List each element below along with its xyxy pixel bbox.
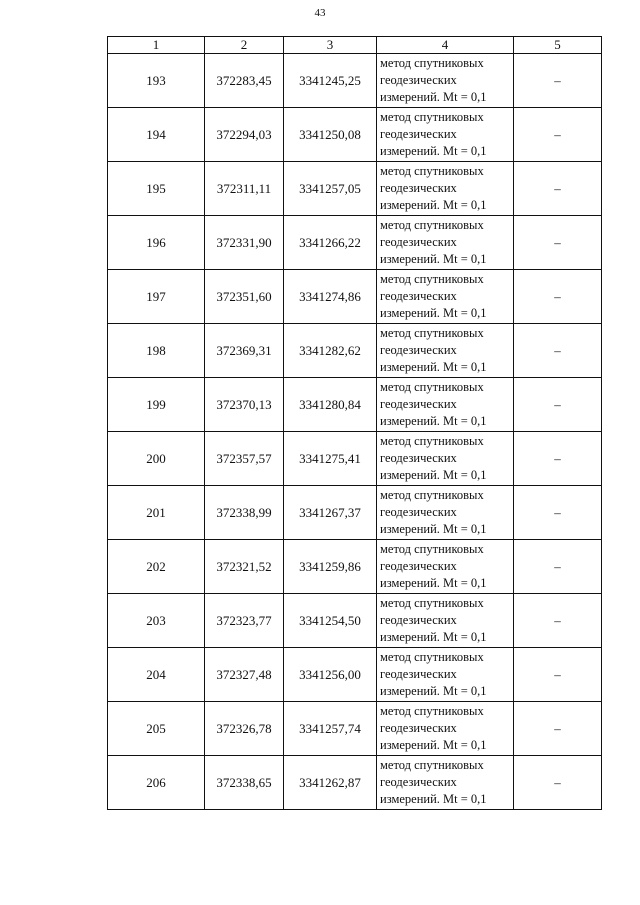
table-row: [108, 324, 602, 378]
method-line: измерений. Mt = 0,1: [380, 90, 487, 104]
method-line: геодезических: [380, 235, 457, 249]
y-coordinate-cell: 3341257,05: [284, 162, 377, 216]
point-number-cell: 201: [108, 486, 205, 540]
x-coordinate-cell: 372331,90: [205, 216, 284, 270]
method-line: измерений. Mt = 0,1: [380, 684, 487, 698]
y-coordinate-cell: 3341266,22: [284, 216, 377, 270]
method-line: измерений. Mt = 0,1: [380, 360, 487, 374]
coordinates-table: [107, 36, 602, 810]
x-coordinate-cell: 372321,52: [205, 540, 284, 594]
col-header-3: 3: [284, 37, 377, 54]
x-coordinate-cell: 372338,65: [205, 756, 284, 810]
y-coordinate-cell: 3341274,86: [284, 270, 377, 324]
point-number-cell: 198: [108, 324, 205, 378]
method-cell: [377, 324, 514, 378]
point-number-cell: 204: [108, 648, 205, 702]
note-cell: –: [514, 54, 602, 108]
method-cell: [377, 216, 514, 270]
method-line: метод спутниковых: [380, 704, 484, 718]
method-line: метод спутниковых: [380, 164, 484, 178]
method-line: измерений. Mt = 0,1: [380, 198, 487, 212]
col-header-4: 4: [377, 37, 514, 54]
method-cell: [377, 162, 514, 216]
method-cell: [377, 648, 514, 702]
table-row: [108, 108, 602, 162]
method-cell: [377, 108, 514, 162]
table-row: [108, 702, 602, 756]
x-coordinate-cell: 372357,57: [205, 432, 284, 486]
x-coordinate-cell: 372294,03: [205, 108, 284, 162]
method-line: метод спутниковых: [380, 218, 484, 232]
method-cell: [377, 378, 514, 432]
method-line: измерений. Mt = 0,1: [380, 306, 487, 320]
method-line: измерений. Mt = 0,1: [380, 576, 487, 590]
method-line: геодезических: [380, 127, 457, 141]
point-number-cell: 197: [108, 270, 205, 324]
method-line: измерений. Mt = 0,1: [380, 792, 487, 806]
note-cell: –: [514, 648, 602, 702]
point-number-cell: 196: [108, 216, 205, 270]
note-cell: –: [514, 270, 602, 324]
x-coordinate-cell: 372326,78: [205, 702, 284, 756]
y-coordinate-cell: 3341254,50: [284, 594, 377, 648]
method-cell: [377, 540, 514, 594]
method-line: геодезических: [380, 73, 457, 87]
method-line: геодезических: [380, 451, 457, 465]
table-row: [108, 648, 602, 702]
table-row: [108, 54, 602, 108]
table-row: [108, 378, 602, 432]
method-line: геодезических: [380, 559, 457, 573]
table-row: [108, 756, 602, 810]
method-line: геодезических: [380, 775, 457, 789]
method-line: геодезических: [380, 505, 457, 519]
method-line: метод спутниковых: [380, 596, 484, 610]
y-coordinate-cell: 3341250,08: [284, 108, 377, 162]
x-coordinate-cell: 372311,11: [205, 162, 284, 216]
y-coordinate-cell: 3341259,86: [284, 540, 377, 594]
note-cell: –: [514, 432, 602, 486]
method-cell: [377, 594, 514, 648]
point-number-cell: 202: [108, 540, 205, 594]
note-cell: –: [514, 702, 602, 756]
method-line: геодезических: [380, 343, 457, 357]
method-line: метод спутниковых: [380, 758, 484, 772]
method-line: измерений. Mt = 0,1: [380, 738, 487, 752]
method-line: геодезических: [380, 289, 457, 303]
method-cell: [377, 54, 514, 108]
table-header-row: [108, 37, 602, 54]
point-number-cell: 195: [108, 162, 205, 216]
method-line: метод спутниковых: [380, 650, 484, 664]
note-cell: –: [514, 216, 602, 270]
method-line: измерений. Mt = 0,1: [380, 252, 487, 266]
method-line: геодезических: [380, 397, 457, 411]
method-line: измерений. Mt = 0,1: [380, 468, 487, 482]
table-row: [108, 540, 602, 594]
table-row: [108, 432, 602, 486]
point-number-cell: 206: [108, 756, 205, 810]
table-row: [108, 486, 602, 540]
y-coordinate-cell: 3341282,62: [284, 324, 377, 378]
method-line: метод спутниковых: [380, 56, 484, 70]
method-cell: [377, 756, 514, 810]
method-line: метод спутниковых: [380, 488, 484, 502]
method-cell: [377, 486, 514, 540]
method-line: метод спутниковых: [380, 326, 484, 340]
method-line: измерений. Mt = 0,1: [380, 144, 487, 158]
point-number-cell: 205: [108, 702, 205, 756]
point-number-cell: 193: [108, 54, 205, 108]
x-coordinate-cell: 372351,60: [205, 270, 284, 324]
table-row: [108, 594, 602, 648]
x-coordinate-cell: 372283,45: [205, 54, 284, 108]
note-cell: –: [514, 324, 602, 378]
table-body: [108, 54, 602, 810]
x-coordinate-cell: 372338,99: [205, 486, 284, 540]
method-line: геодезических: [380, 667, 457, 681]
method-cell: [377, 270, 514, 324]
method-line: измерений. Mt = 0,1: [380, 414, 487, 428]
y-coordinate-cell: 3341280,84: [284, 378, 377, 432]
y-coordinate-cell: 3341275,41: [284, 432, 377, 486]
point-number-cell: 194: [108, 108, 205, 162]
table-row: [108, 270, 602, 324]
x-coordinate-cell: 372370,13: [205, 378, 284, 432]
method-line: геодезических: [380, 721, 457, 735]
col-header-5: 5: [514, 37, 602, 54]
method-line: метод спутниковых: [380, 542, 484, 556]
method-line: метод спутниковых: [380, 110, 484, 124]
method-line: геодезических: [380, 181, 457, 195]
point-number-cell: 200: [108, 432, 205, 486]
y-coordinate-cell: 3341262,87: [284, 756, 377, 810]
col-header-2: 2: [205, 37, 284, 54]
note-cell: –: [514, 756, 602, 810]
method-line: метод спутниковых: [380, 434, 484, 448]
method-cell: [377, 432, 514, 486]
note-cell: –: [514, 108, 602, 162]
method-line: метод спутниковых: [380, 272, 484, 286]
point-number-cell: 203: [108, 594, 205, 648]
method-line: метод спутниковых: [380, 380, 484, 394]
table-row: [108, 162, 602, 216]
method-cell: [377, 702, 514, 756]
y-coordinate-cell: 3341267,37: [284, 486, 377, 540]
col-header-1: 1: [108, 37, 205, 54]
point-number-cell: 199: [108, 378, 205, 432]
note-cell: –: [514, 540, 602, 594]
page-number: 43: [314, 7, 326, 19]
x-coordinate-cell: 372327,48: [205, 648, 284, 702]
note-cell: –: [514, 162, 602, 216]
method-line: измерений. Mt = 0,1: [380, 630, 487, 644]
method-line: измерений. Mt = 0,1: [380, 522, 487, 536]
y-coordinate-cell: 3341257,74: [284, 702, 377, 756]
note-cell: –: [514, 486, 602, 540]
y-coordinate-cell: 3341245,25: [284, 54, 377, 108]
note-cell: –: [514, 378, 602, 432]
y-coordinate-cell: 3341256,00: [284, 648, 377, 702]
note-cell: –: [514, 594, 602, 648]
x-coordinate-cell: 372323,77: [205, 594, 284, 648]
x-coordinate-cell: 372369,31: [205, 324, 284, 378]
table-row: [108, 216, 602, 270]
method-line: геодезических: [380, 613, 457, 627]
